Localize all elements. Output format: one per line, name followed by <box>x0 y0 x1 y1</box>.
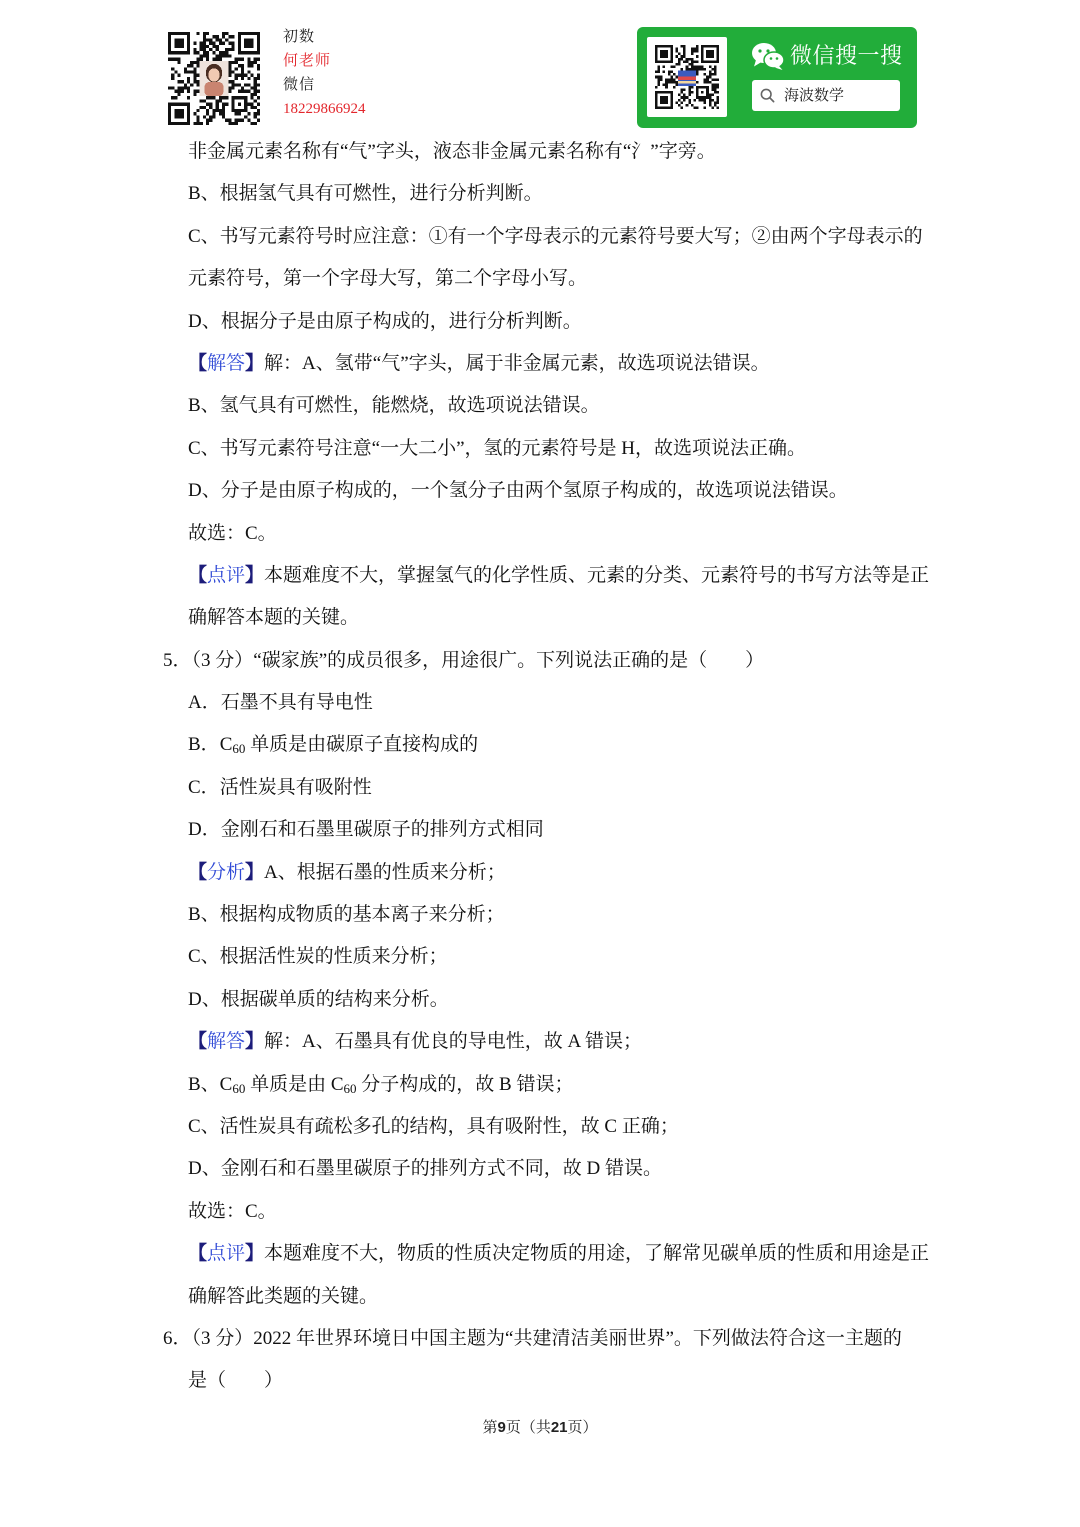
q4-answer-line: B、氢气具有可燃性，能燃烧，故选项说法错误。 <box>188 395 600 417</box>
answer-text: B、C <box>188 1073 233 1095</box>
q5-option-b <box>0 724 1080 766</box>
option-key: D． <box>188 819 221 841</box>
wechat-search-title: 微信搜一搜 <box>790 44 903 69</box>
page-body <box>0 131 1080 1403</box>
qr-center-image <box>678 71 696 86</box>
q5-answer-line: D、金刚石和石墨里碳原子的排列方式不同，故 D 错误。 <box>188 1158 662 1180</box>
contact-wechat-label: 微信 <box>283 77 316 93</box>
bracket-close: 】 <box>245 352 265 374</box>
answer-text: 单质是由 C <box>245 1073 344 1095</box>
comment-text: 本题难度不大，掌握氢气的化学性质、元素的分类、元素符号的书写方法等是正 <box>264 564 930 586</box>
qr-finder-core <box>660 50 668 58</box>
bracket-close: 】 <box>245 1243 265 1265</box>
contact-phone: 18229866924 <box>283 101 366 117</box>
option-text: C <box>219 734 233 756</box>
qr-finder-core <box>174 38 184 48</box>
bracket-open: 【 <box>188 352 208 374</box>
qr-finder-core <box>660 96 668 104</box>
question-6 <box>0 1318 1080 1403</box>
q4-analysis-line: 非金属元素名称有“气”字头，液态非金属元素名称有“氵”字旁。 <box>188 141 716 162</box>
q5-comment-line <box>0 1233 1080 1275</box>
q4-analysis-line: 元素符号，第一个字母大写，第二个字母小写。 <box>188 268 588 290</box>
comment-text: 本题难度不大，物质的性质决定物质的用途，了解常见碳单质的性质和用途是正 <box>264 1243 930 1265</box>
answer-text: 解：A、氢带“气”字头，属于非金属元素，故选项说法错误。 <box>264 352 770 374</box>
option-text: 活性炭具有吸附性 <box>219 776 372 798</box>
q4-comment-line <box>0 555 1080 597</box>
q5-analysis-line: B、根据构成物质的基本离子来分析； <box>188 904 505 926</box>
q4-answer-choice: 故选：C。 <box>188 522 277 544</box>
question-stem: （3 分）“碳家族”的成员很多，用途很广。下列说法正确的是（ ） <box>191 649 765 671</box>
page-footer <box>0 1418 1080 1438</box>
bracket-open: 【 <box>188 1031 208 1053</box>
q5-answer-label <box>188 1031 264 1052</box>
bracket-open: 【 <box>188 861 208 883</box>
bracket-open: 【 <box>188 1243 208 1265</box>
subscript: 60 <box>343 1080 357 1096</box>
answer-text: 解：A、石墨具有优良的导电性，故 A 错误； <box>264 1031 642 1053</box>
q5-answer-line <box>0 1064 1080 1106</box>
answer-text: 分子构成的，故 B 错误； <box>356 1073 574 1095</box>
bracket-close: 】 <box>245 1031 265 1053</box>
q5-option-c <box>0 767 1080 809</box>
q4-answer-line <box>0 343 1080 385</box>
analysis-text: A、根据石墨的性质来分析； <box>264 861 506 883</box>
q6-stem <box>0 1318 1080 1360</box>
qr-alignment-core <box>701 91 704 94</box>
option-key: C． <box>188 776 220 798</box>
bracket-open: 【 <box>188 564 208 586</box>
bracket-close: 】 <box>245 861 265 883</box>
wechat-qr-code <box>655 45 719 109</box>
option-key: B． <box>188 734 220 756</box>
question-number: 5． <box>163 649 192 671</box>
option-text: 石墨不具有导电性 <box>220 692 373 714</box>
qr-center-photo <box>200 61 229 96</box>
q5-analysis-label <box>188 862 264 883</box>
wechat-qr-frame <box>647 37 727 117</box>
qr-alignment-core <box>238 103 241 106</box>
q6-stem-continued: 是（ ） <box>188 1370 284 1392</box>
q4-answer-line: C、书写元素符号注意“一大二小”，氢的元素符号是 H，故选项说法正确。 <box>188 437 807 459</box>
qr-finder-core <box>706 50 714 58</box>
label-text: 点评 <box>207 564 246 586</box>
q5-answer-choice: 故选：C。 <box>188 1200 277 1222</box>
q5-analysis-line: D、根据碳单质的结构来分析。 <box>188 988 449 1010</box>
question-stem: （3 分）2022 年世界环境日中国主题为“共建清洁美丽世界”。下列做法符合这一主题的 <box>191 1327 902 1349</box>
option-text: 金刚石和石墨里碳原子的排列方式相同 <box>220 819 544 841</box>
label-text: 解答 <box>207 352 246 374</box>
teacher-qr-code <box>168 32 260 125</box>
q5-option-a <box>0 682 1080 724</box>
label-text: 点评 <box>207 1243 246 1265</box>
q5-stem <box>0 640 1080 682</box>
q5-comment-label <box>188 1243 264 1264</box>
wechat-search-banner <box>637 27 917 128</box>
label-text: 分析 <box>207 861 246 883</box>
wechat-search-query: 海波数学 <box>784 86 845 104</box>
q4-comment-line: 确解答本题的关键。 <box>188 607 360 629</box>
subscript: 60 <box>232 741 246 757</box>
wechat-icon <box>751 41 785 71</box>
q4-answer-label <box>188 353 264 374</box>
q4-analysis-line: D、根据分子是由原子构成的，进行分析判断。 <box>188 310 582 332</box>
q5-answer-line: C、活性炭具有疏松多孔的结构，具有吸附性，故 C 正确； <box>188 1115 679 1137</box>
q5-option-d <box>0 809 1080 851</box>
qr-finder-core <box>244 38 254 48</box>
q4-analysis-line: C、书写元素符号时应注意：①有一个字母表示的元素符号要大写；②由两个字母表示的 <box>188 225 923 247</box>
label-text: 解答 <box>207 1031 246 1053</box>
footer-suffix: 页） <box>567 1420 598 1436</box>
wechat-search-box <box>752 80 900 111</box>
q5-analysis-line: C、根据活性炭的性质来分析； <box>188 946 448 968</box>
question-5 <box>0 640 1080 1318</box>
footer-middle: 页（共 <box>505 1420 551 1436</box>
q5-analysis-line <box>0 852 1080 894</box>
q4-comment-label <box>188 565 264 586</box>
footer-prefix: 第 <box>482 1420 498 1436</box>
contact-subject: 初数 <box>283 29 316 45</box>
total-pages: 21 <box>550 1419 568 1436</box>
q4-answer-line: D、分子是由原子构成的，一个氢分子由两个氢原子构成的，故选项说法错误。 <box>188 480 848 502</box>
search-icon <box>760 88 775 103</box>
option-key: A． <box>188 692 221 714</box>
bracket-close: 】 <box>245 564 265 586</box>
question-4-solution <box>0 131 1080 640</box>
q4-analysis-line: B、根据氢气具有可燃性，进行分析判断。 <box>188 183 543 205</box>
q5-comment-line: 确解答此类题的关键。 <box>188 1285 379 1307</box>
subscript: 60 <box>232 1080 246 1096</box>
page-number: 9 <box>497 1419 506 1436</box>
question-number: 6． <box>163 1327 192 1349</box>
q5-answer-line <box>0 1021 1080 1063</box>
teacher-contact <box>283 25 366 121</box>
option-text-tail: 单质是由碳原子直接构成的 <box>245 734 479 756</box>
qr-finder-core <box>174 109 184 119</box>
contact-teacher-name: 何老师 <box>283 53 332 69</box>
